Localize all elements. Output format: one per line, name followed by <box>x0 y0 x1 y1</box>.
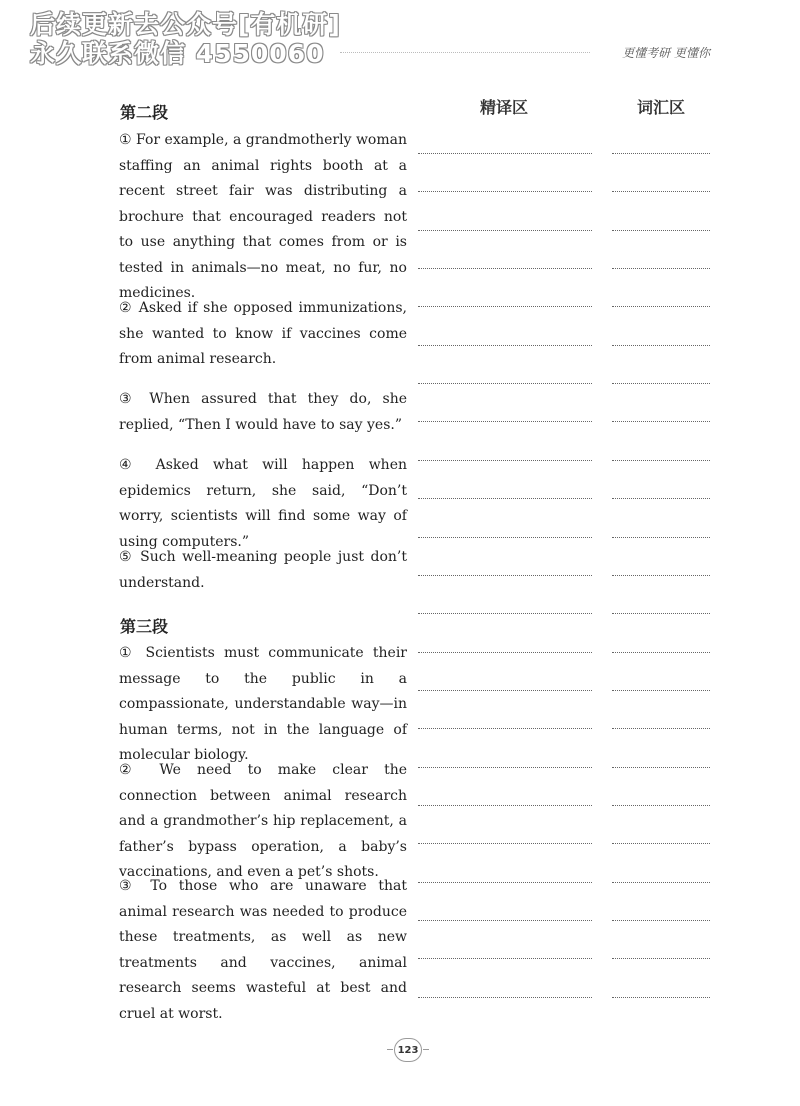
vocabulary-writing-line[interactable] <box>612 882 710 883</box>
translation-writing-line[interactable] <box>418 153 592 154</box>
paragraph: ④ Asked what will happen when epidemics return, she said, “Don’t worry, scientists will find some way of using computers.” <box>119 457 407 550</box>
section-title: 第三段 <box>120 617 169 636</box>
paragraph: ② We need to make clear the connection between animal research and a grandmother’s hip replacement, a father’s bypass operation, a baby’s vaccinations, and even a pet’s shots. <box>119 762 407 880</box>
vocabulary-writing-line[interactable] <box>612 805 710 806</box>
translation-writing-line[interactable] <box>418 575 592 576</box>
translation-writing-line[interactable] <box>418 690 592 691</box>
translation-writing-line[interactable] <box>418 843 592 844</box>
header-slogan: 更懂考研 更懂你 <box>622 46 710 60</box>
paragraph: ③ To those who are unaware that animal research was needed to produce these treatments, as well as new treatments and vaccines, animal research seems wasteful at best and cruel at worst. <box>119 878 407 1022</box>
vocabulary-writing-line[interactable] <box>612 421 710 422</box>
translation-writing-line[interactable] <box>418 652 592 653</box>
translation-writing-line[interactable] <box>418 230 592 231</box>
translation-writing-line[interactable] <box>418 997 592 998</box>
column-header-vocabulary: 词汇区 <box>637 98 686 117</box>
column-header-translation: 精译区 <box>480 98 529 117</box>
translation-writing-line[interactable] <box>418 728 592 729</box>
translation-writing-line[interactable] <box>418 805 592 806</box>
translation-writing-line[interactable] <box>418 421 592 422</box>
vocabulary-writing-line[interactable] <box>612 575 710 576</box>
translation-writing-line[interactable] <box>418 882 592 883</box>
paragraph: ⑤ Such well-meaning people just don’t understand. <box>119 549 407 591</box>
translation-writing-line[interactable] <box>418 383 592 384</box>
vocabulary-writing-line[interactable] <box>612 345 710 346</box>
vocabulary-writing-line[interactable] <box>612 537 710 538</box>
page-number: 123 <box>394 1038 422 1062</box>
watermark <box>30 10 341 68</box>
translation-writing-line[interactable] <box>418 537 592 538</box>
watermark-line-1: 后续更新去公众号[有机研] <box>30 10 341 39</box>
vocabulary-writing-line[interactable] <box>612 460 710 461</box>
translation-writing-line[interactable] <box>418 460 592 461</box>
translation-writing-line[interactable] <box>418 345 592 346</box>
watermark-line-2: 永久联系微信 4550060 <box>30 39 325 68</box>
section-title: 第二段 <box>120 103 169 122</box>
vocabulary-writing-line[interactable] <box>612 498 710 499</box>
vocabulary-writing-line[interactable] <box>612 268 710 269</box>
vocabulary-writing-line[interactable] <box>612 613 710 614</box>
translation-writing-line[interactable] <box>418 191 592 192</box>
paragraph: ① Scientists must communicate their message to the public in a compassionate, understandable way—in human terms, not in the language of molecular biology. <box>119 645 407 763</box>
translation-writing-line[interactable] <box>418 958 592 959</box>
header-rule <box>340 52 590 53</box>
translation-writing-line[interactable] <box>418 613 592 614</box>
translation-writing-line[interactable] <box>418 498 592 499</box>
translation-writing-line[interactable] <box>418 268 592 269</box>
vocabulary-writing-line[interactable] <box>612 652 710 653</box>
vocabulary-writing-line[interactable] <box>612 153 710 154</box>
vocabulary-writing-line[interactable] <box>612 958 710 959</box>
translation-writing-line[interactable] <box>418 306 592 307</box>
paragraph: ③ When assured that they do, she replied, “Then I would have to say yes.” <box>119 391 407 433</box>
vocabulary-writing-line[interactable] <box>612 306 710 307</box>
vocabulary-writing-line[interactable] <box>612 690 710 691</box>
vocabulary-writing-line[interactable] <box>612 843 710 844</box>
vocabulary-writing-line[interactable] <box>612 230 710 231</box>
translation-writing-line[interactable] <box>418 767 592 768</box>
vocabulary-writing-line[interactable] <box>612 383 710 384</box>
vocabulary-writing-line[interactable] <box>612 728 710 729</box>
vocabulary-writing-line[interactable] <box>612 191 710 192</box>
vocabulary-writing-line[interactable] <box>612 997 710 998</box>
paragraph: ① For example, a grandmotherly woman staffing an animal rights booth at a recent street fair was distributing a brochure that encouraged readers not to use anything that comes from or is tested in animals—no meat, no fur, no medicines. <box>119 132 407 301</box>
translation-writing-line[interactable] <box>418 920 592 921</box>
vocabulary-writing-line[interactable] <box>612 920 710 921</box>
paragraph: ② Asked if she opposed immunizations, she wanted to know if vaccines come from animal research. <box>119 300 407 367</box>
vocabulary-writing-line[interactable] <box>612 767 710 768</box>
